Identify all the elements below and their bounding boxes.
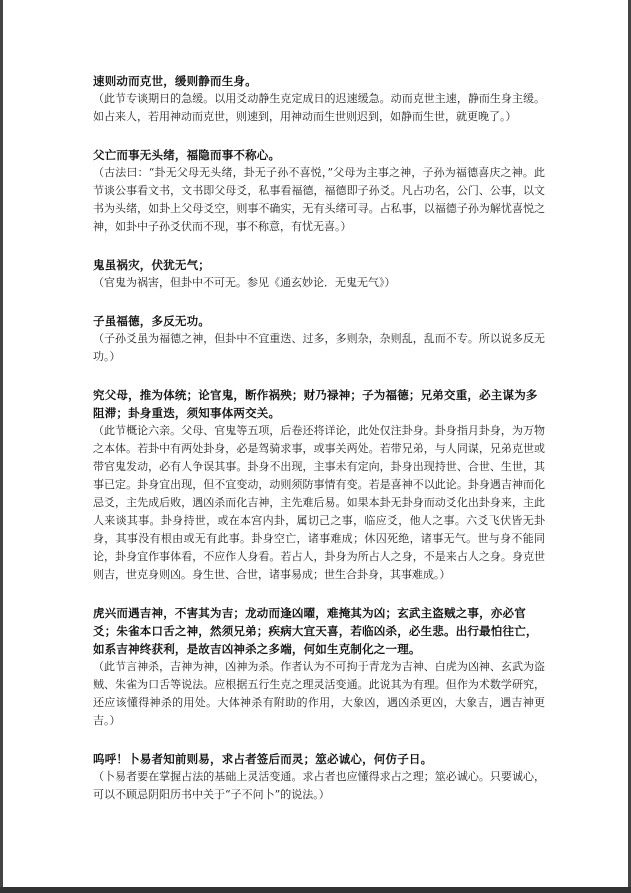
page-border-bottom: [0, 887, 631, 893]
section-note: （卜易者要在掌握占法的基础上灵活变通。求占者也应懂得求占之理；筮必诚心。只要诚心，可以不顾忌阴阳历书中关于“子不问卜”的说法。）: [93, 770, 545, 801]
section-heading: 呜呼！卜易者知前则易，求占者签后而灵；筮必诚心，何仿子日。: [93, 752, 433, 766]
section-heading: 虎兴而遇吉神，不害其为吉；龙动而逢凶曜，难掩其为凶；玄武主盗贼之事，亦必官爻；朱雀本口舌之神，然须兄弟；疾病大宜天喜，若临凶杀，必生悲。出行最怕往亡，如系吉神终获利，是故吉凶神杀之多端，何如生克制化之一理。: [93, 606, 538, 656]
section-heading: 速则动而克世，缓则静而生身。: [93, 74, 257, 88]
section-heading: 子虽福德，多反无功。: [93, 314, 210, 328]
section-six-relations: [93, 386, 545, 584]
section-note: （古法曰：“卦无父母无头绪，卦无子孙不喜悦，”父母为主事之神，子孙为福德喜庆之神。此节谈公事看文书，文书即父母爻，私事看福德，福德即子孙爻。凡占功名，公门、公事，以文书为头绪，如卦上父母爻空，则事不确实，无有头绪可寻。占私事，以福德子孙为解忧喜悦之神，如卦中子孙爻伏而不现，事不称意，有忧无喜。）: [93, 166, 545, 233]
section-descendants: [93, 312, 545, 366]
page-border-left: [0, 0, 3, 893]
section-ghost: [93, 256, 545, 292]
section-heading: 鬼虽祸灾，伏犹无气；: [93, 258, 210, 272]
section-note: （官鬼为祸害，但卦中不可无。参见《通玄妙论．无鬼无气》）: [93, 276, 396, 289]
section-note: （子孙爻虽为福德之神，但卦中不宜重迭、过多，多则杂，杂则乱，乱而不专。所以说多反无功。）: [93, 332, 545, 363]
section-heading: 究父母，推为体统；论官鬼，断作祸殃；财乃禄神；子为福德；兄弟交重，必主谋为多阻滞；卦身重迭，须知事体两交关。: [93, 388, 538, 420]
section-parents: [93, 146, 545, 236]
section-heading: 父亡而事无头绪，福隐而事不称心。: [93, 148, 281, 162]
document-page: [93, 72, 545, 824]
section-speed: [93, 72, 545, 126]
section-note: （此节专谈期日的急缓。以用爻动静生克定成日的迟速缓急。动而克世主速，静而生身主缓。如占来人，若用神动而克世，则速到，用神动而生世则迟到，如静而生世，就更晚了。）: [93, 92, 545, 123]
section-sincerity: [93, 750, 545, 804]
section-note: （此节概论六亲。父母、官鬼等五项，后卷还将详论，此处仅注卦身。卦身指月卦身，为万物之本体。若卦中有两处卦身，必是驾骑求事，或事关两处。若带兄弟，与人同谋，兄弟克世或带官鬼发动，必有人争误其事。卦身不出现，主事未有定向，卦身出现持世、合世、生世，其事已定。卦身宜出现，但不宜变动，动则须防事情有变。若是喜神不以此论。卦身遇吉神而化忌爻，主先成后败，遇凶杀而化吉神，主先难后易。如果本卦无卦身而动爻化出卦身来，主此人来谈其事。卦身持世，或在本宫内卦，属切己之事，临应爻，他人之事。六爻飞伏皆无卦身，其事没有根由或无有此事。卦身空亡，诸事难成；休囚死绝，诸事无气。世与身不能同论，卦身宜作事体看，不应作人身看。若占人，卦身为所占人之身，不是来占人之身。身克世则吉，世克身则凶。身生世、合世，诸事易成；世生合卦身，其事难成。）: [93, 424, 545, 581]
section-note: （此节言神杀，吉神为神，凶神为杀。作者认为不可拘于青龙为吉神、白虎为凶神、玄武为盗贼、朱雀为口舌等说法。应根据五行生克之理灵活变通。此说其为有理。但作为术数学研究，还应该懂得神杀的用处。大体神杀有附助的作用，大象凶，遇凶杀更凶，大象吉，遇吉神更吉。）: [93, 660, 545, 727]
section-spirits: [93, 604, 545, 730]
